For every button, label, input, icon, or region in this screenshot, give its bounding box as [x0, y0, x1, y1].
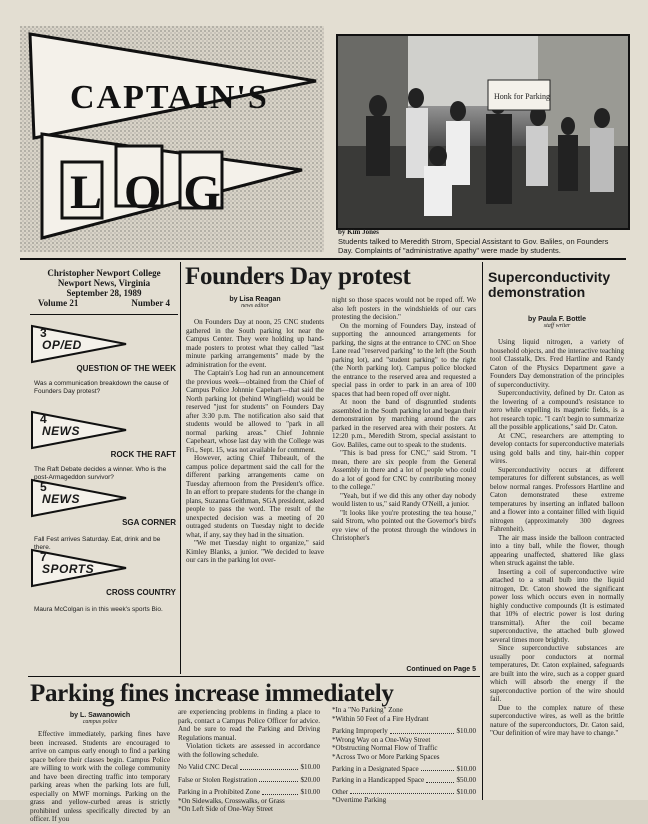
fine-row: Parking in a Handicapped Space $50.00 — [332, 776, 476, 785]
article3-col1: Effective immediately, parking fines have been increased. Students are encouraged to arrive on campus early enough to find a parking space before their classes begin. Campus Police are willing to work with the college community and have been directing traffic into temporary parking areas when the parking lots are full, especially on MWF mornings. Parking on the grass and yellow-curbed areas is strictly prohibited unless specifically directed by an officer. If you — [30, 730, 170, 823]
article3-col3: *In a "No Parking" Zone *Within 50 Feet of a Fire Hydrant Parking Improperly $10.00 *Wrong Way on a One-Way Street *Obstructing Normal Flow of Traffic *Across Two or More Parking Spaces Parking in a Designated Space $10.00 Parking in a Handicapped Space $50.00 Other $10.00 *Overtime Parking — [332, 706, 476, 805]
fine-row: Parking in a Prohibited Zone $10.00 — [178, 788, 320, 797]
masthead-title-line1: CAPTAIN'S — [70, 79, 269, 116]
article1-byline: by Lisa Reagan — [229, 296, 281, 303]
index-desc: The Raft Debate decides a winner. Who is the post-Armageddon survivor? — [34, 466, 167, 481]
fine-row: Parking in a Designated Space $10.00 — [332, 764, 476, 773]
index-desc: Was a communication breakdown the cause of Founders Day protest? — [34, 380, 169, 395]
fine-row: Other $10.00 — [332, 787, 476, 796]
index-desc: Fall Fest arrives Saturday. Eat, drink and be there. — [34, 536, 161, 551]
article3-byline-block — [30, 712, 170, 725]
article2-body: Using liquid nitrogen, a variety of household objects, and the interactive teaching tool Classtalk, Drs. Fred Hartline and Randy Caton of the Physics Department gave a Founders Day demonstration of the principles of superconductivity. Superconductivity, defined by Dr. Caton as the lowering of a compound's resistance to zero while expelling its magnetic fields, is a hot research topic. "I can't begin to summarize all the possible applications," said Dr. Caton. At CNC, researchers are attempting to develop contacts for superconductive materials using gold balls and tiny, hair-thin copper wires. Superconductivity occurs at different temperatures for different substances, as well below normal ranges. Professors Hartline and Caton demonstrated these extreme temperatures by inserting an inflated balloon and a flower into a container filled with liquid nitrogen (approximately 300 degrees Fahrenheit). The air mass inside the balloon contracted into a tiny ball, while the flower, though appearing unaffected, shattered like glass when struck against the table. Inserting a coil of superconductive wire attached to a small bulb into the liquid nitrogen, Dr. Caton showed the significant power loss which occurs even in normally highly conductive compounds (It is estimated that 10% of electric power is lost during transmittal). After the coil became superconductive, the attached bulb glowed several times more brightly. Since superconductive substances are usually poor conductors at normal temperatures, Dr. Caton explained, safeguards are built into the wire, such as a copper guard which will absorb the energy if the superconductive portion of the wire should fail. Due to the complex nature of these superconductive wires, as well as the brittle nature of the superconductors, Dr. Caton said, "Our definition of wire may have to change." — [490, 338, 624, 737]
article1-col2: night so those spaces would not be roped off. We also left posters in the windshields of our cars protesting the decision." On the morning of Founders Day, instead of supporting the announced arrangements for parking, the signs at the entrance to CNC on Shoe Lane read "reserved parking" to the left (the South parking lot), and "student parking" to the right (the North parking lot). Campus police blocked the entrance to the reserved area and requested a special pass in order to park in an area of 100 spaces that had been roped off over night. At noon the band of disgruntled students assembled in the South parking lot and began their demonstration by marching around the cars parked in the reserved area with their posters. At 12:20 p.m., Meredith Strom, special assistant to Gov. Baliles, came out to speak to the students. "This is bad press for CNC," said Strom. "I mean, there are six people from the General Assembly in there and a lot of people who could do a lot of good for CNC by contributing money to the college." "Yeah, but if we did this any other day nobody would listen to us," said Randy O'Neill, a junior. "It looks like you're protesting the tea house," said Strom, who pointed out the Governor's bird's eye view of the protest through the windows in Christopher's — [332, 296, 476, 542]
index-desc: Maura McColgan is in this week's sports Bio. — [34, 606, 163, 613]
article1-role: news editor — [241, 303, 269, 309]
headline-superconductivity: Superconductivity demonstration — [488, 269, 611, 300]
index-title: ROCK THE RAFT — [110, 450, 176, 459]
article2-byline: by Paula F. Bottle — [528, 316, 586, 323]
issue-number: Number 4 — [131, 298, 170, 308]
masthead-title-line2: LOG — [70, 166, 243, 219]
article1-col1: On Founders Day at noon, 25 CNC students gathered in the South parking lot near the Campus Center. They were holding up hand-made posters to protest what they called "last minute parking arrangements" made by the administration for the event. The Captain's Log had run an announcement the previous week—obtained from the Chief of Campus Police Johnnie Capehart—that said the North parking lot (behind Wingfield) would be reserved "just for students" on Founders Day after 3:30 p.m. The notification also said that students would be allowed to "park in all normal parking areas." Chief Johnnie Capeheart, whose last day with the College was Fri., Sept. 15, was not available for comment. However, acting Chief Thibeault, of the campus police department said the call for the different parking arrangements came on Tuesday afternoon from the President's office. In an effort to prepare students for the change in plans, Suzanna Geithman, SGA president, asked people to pass the word. The result of the unexpected decision was a meeting of 20 outraged students on Tuesday night to decide what, if any, say they had in the situation. "We met Tuesday night to organize," said Kimley Blanks, a junior. "We decided to leave our cars in the parking lot over- — [186, 318, 324, 564]
fine-row: No Valid CNC Decal $10.00 — [178, 763, 320, 771]
article2-role: staff writer — [543, 323, 571, 329]
school-location: Newport News, Virginia — [57, 278, 151, 288]
protest-photo — [336, 34, 630, 230]
masthead-rule — [20, 258, 626, 260]
fine-row: Parking Improperly $10.00 — [332, 727, 476, 736]
index-title: QUESTION OF THE WEEK — [76, 364, 176, 373]
photo-caption: Students talked to Meredith Strom, Special Assistant to Gov. Baliles, on Founders Day. Complaints of "administrative apathy" were made by students. — [338, 237, 609, 255]
issue-date: September 28, 1989 — [66, 288, 142, 298]
school-name: Christopher Newport College — [47, 268, 161, 278]
headline-founders-day: Founders Day protest — [185, 263, 411, 290]
protest-sign-text: Honk for Parking — [494, 92, 550, 101]
index-title: SGA CORNER — [122, 518, 176, 527]
headline-parking-fines: Parking fines increase immediately — [30, 680, 394, 707]
photo-credit: by Kim Jones — [338, 228, 379, 236]
volume-number — [30, 298, 178, 308]
article3-role: campus police — [82, 719, 118, 725]
index-title: CROSS COUNTRY — [106, 588, 176, 597]
sidebar-index: Christopher Newport College Newport News, Virginia September 28, 1989 Volume 21 Number 4 3 OP/ED QUESTION OF THE WEEK Was a communication breakdown the cause of Founders Day protest? 4 NEWS ROCK THE RAFT The Raft Debate decides a winner. Who is the post-Armageddon survivor? 5 NEWS SGA CORNER Fall Fest arrives Saturday. Eat, drink and be there. 7 SPORTS CROSS COUNTRY Maura McColgan is in this week's sports Bio. — [30, 268, 178, 676]
article3-col2: are experiencing problems in finding a place to park, contact a Campus Police Officer for advice. And be sure to read the Parking and Driving Regulations manual. Violation tickets are assessed in accordance with the following schedule. No Valid CNC Decal $10.00 False or Stolen Registration $20.00 Parking in a Prohibited Zone $10.00 *On Sidewalks, Crosswalks, or Grass *On Left Side of One-Way Street — [178, 708, 320, 814]
fine-row: False or Stolen Registration $20.00 — [178, 775, 320, 784]
volume: Volume 21 — [38, 298, 79, 308]
photo-scene — [338, 36, 628, 228]
masthead-logo — [20, 26, 324, 252]
continued-link[interactable]: Continued on Page 5 — [406, 666, 476, 673]
article2-byline-block — [490, 316, 624, 329]
article3-byline: by L. Sawanowich — [69, 712, 131, 719]
article1-byline-block — [186, 296, 324, 309]
